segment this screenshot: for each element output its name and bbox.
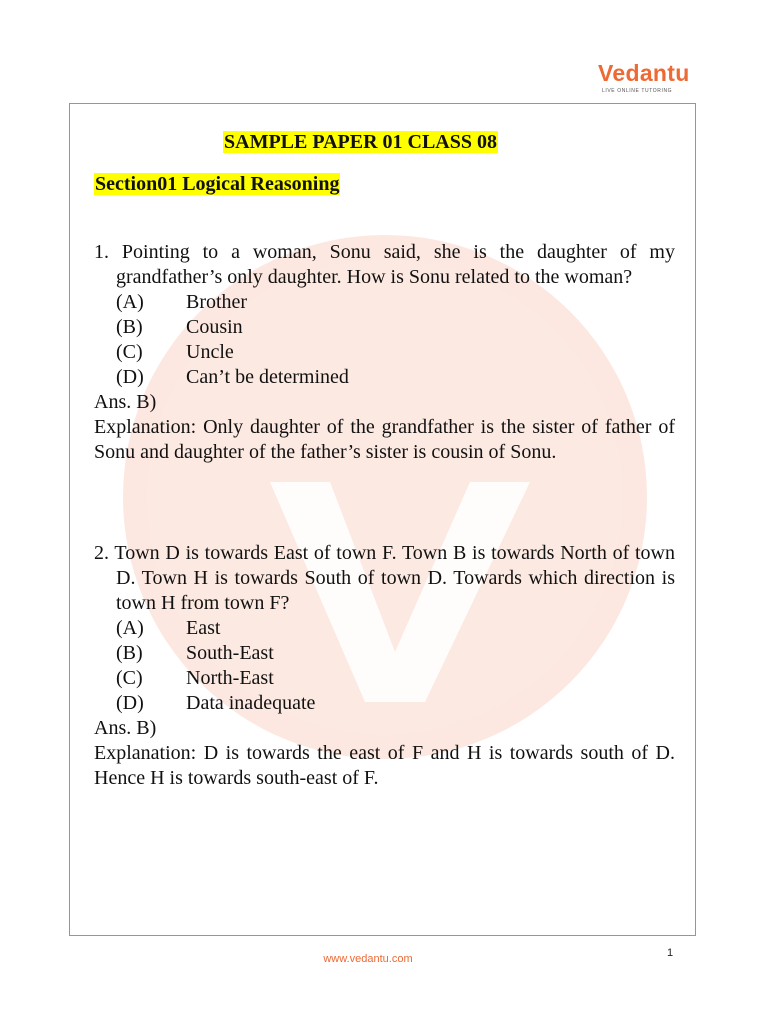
explanation: Explanation: Only daughter of the grandfather is the sister of father of Sonu and daughter of the father’s sister is cousin of Sonu.: [94, 416, 675, 463]
question-1: [94, 240, 675, 465]
option-text: Data inadequate: [186, 692, 316, 714]
option-c: [94, 340, 675, 365]
page-title: SAMPLE PAPER 01 CLASS 08: [224, 131, 497, 153]
option-d: [94, 691, 675, 716]
option-key: (A): [116, 617, 144, 639]
option-text: North-East: [186, 667, 274, 689]
option-key: (B): [116, 642, 143, 664]
option-key: (D): [116, 366, 144, 388]
answer: Ans. B): [94, 717, 157, 739]
option-text: Cousin: [186, 316, 243, 338]
logo-wordmark: Vedantu: [598, 60, 690, 86]
option-text: Brother: [186, 291, 248, 313]
option-text: Uncle: [186, 341, 234, 363]
option-text: Can’t be determined: [186, 366, 349, 388]
page-number: 1: [667, 947, 674, 959]
option-key: (D): [116, 692, 144, 714]
explanation: Explanation: D is towards the east of F and H is towards south of D. Hence H is towards south-east of F.: [94, 742, 675, 789]
option-text: South-East: [186, 642, 274, 664]
section-heading: Section01 Logical Reasoning: [95, 173, 340, 195]
option-d: [94, 365, 675, 390]
option-key: (C): [116, 341, 143, 363]
option-key: (B): [116, 316, 143, 338]
option-a: [94, 616, 675, 641]
question-2: [94, 541, 675, 791]
option-b: [94, 641, 675, 666]
option-key: (A): [116, 291, 144, 313]
option-a: [94, 290, 675, 315]
option-text: East: [186, 617, 221, 639]
logo-tagline: LIVE ONLINE TUTORING: [602, 88, 673, 94]
option-c: [94, 666, 675, 691]
question-stem: 2. Town D is towards East of town F. Town B is towards North of town D. Town H is towards South of town D. Towards which direction is town H from town F?: [94, 542, 675, 614]
footer-url-link[interactable]: www.vedantu.com: [323, 953, 413, 965]
answer: Ans. B): [94, 391, 157, 413]
question-stem: 1. Pointing to a woman, Sonu said, she is the daughter of my grandfather’s only daughter. How is Sonu related to the woman?: [94, 241, 675, 288]
option-b: [94, 315, 675, 340]
option-key: (C): [116, 667, 143, 689]
